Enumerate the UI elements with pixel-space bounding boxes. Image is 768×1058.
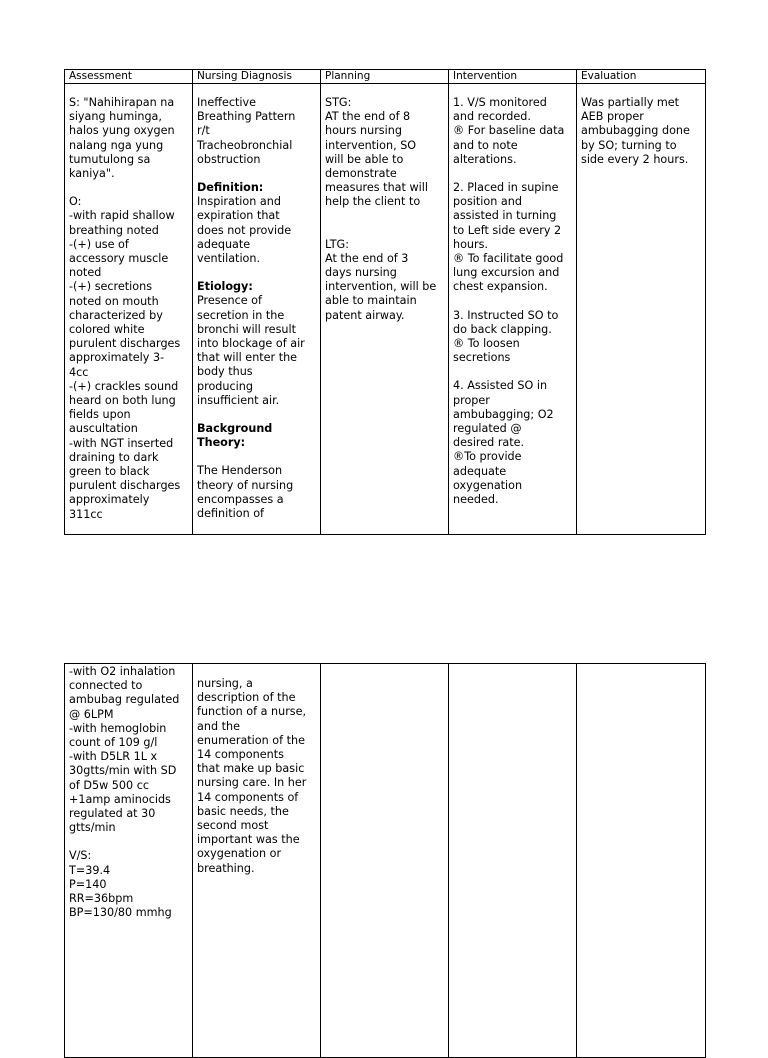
definition-label: Definition: xyxy=(197,181,264,195)
table-row xyxy=(65,84,706,535)
intervention-item-2: 2. Placed in supine position and assisted in turning to Left side every 2 hours. ® To facilitate good lung excursion and chest expansion. xyxy=(453,181,564,294)
background-theory-text: The Henderson theory of nursing encompasses a definition of xyxy=(197,464,294,521)
background-theory-continued: nursing, a description of the function of a nurse, and the enumeration of the 14 components that make up basic nursing care. In her 14 components of basic needs, the second most important was the oxygenation or breathing. xyxy=(197,677,307,875)
intervention-cell-continued xyxy=(449,664,577,1058)
evaluation-cell-continued xyxy=(577,664,706,1058)
background-theory-label: Background Theory: xyxy=(197,422,273,450)
header-planning: Planning xyxy=(321,70,449,84)
intervention-item-3: 3. Instructed SO to do back clapping. ® To loosen secretions xyxy=(453,308,559,365)
diagnosis-cell-continued xyxy=(193,664,321,1058)
header-assessment: Assessment xyxy=(65,70,193,84)
table-row xyxy=(65,664,706,1058)
intervention-cell xyxy=(449,84,577,535)
objective-data: O: -with rapid shallow breathing noted -(+) use of accessory muscle noted -(+) secretions noted on mouth characterized by colored white purulent discharges approximately 3- 4cc -(+) crackles sound heard on both lung fields upon auscultation -with NGT inserted draining to dark green to black purulent discharges approximately 311cc xyxy=(69,195,181,521)
subjective-data: S: "Nahihirapan na siyang huminga, halos yung oxygen nalang nga yung tumutulong sa kaniya". xyxy=(69,96,175,181)
header-intervention: Intervention xyxy=(449,70,577,84)
planning-cell xyxy=(321,84,449,535)
evaluation-text: Was partially met AEB proper ambubagging done by SO; turning to side every 2 hours. xyxy=(581,96,690,166)
intervention-item-1: 1. V/S monitored and recorded. ® For baseline data and to note alterations. xyxy=(453,96,565,166)
intervention-item-4: 4. Assisted SO in proper ambubagging; O2 regulated @ desired rate. ®To provide adequate oxygenation needed. xyxy=(453,379,554,507)
etiology-text: Presence of secretion in the bronchi will result into blockage of air that will enter the body thus producing insufficient air. xyxy=(197,294,305,407)
etiology-label: Etiology: xyxy=(197,280,253,294)
assessment-findings: -with O2 inhalation connected to ambubag regulated @ 6LPM -with hemoglobin count of 109 g/l -with D5LR 1L x 30gtts/min with SD of D5w 500 cc +1amp aminocids regulated at 30 gtts/min xyxy=(69,665,180,835)
table-header-row xyxy=(65,70,706,84)
short-term-goal: STG: AT the end of 8 hours nursing intervention, SO will be able to demonstrate measures that will help the client to xyxy=(325,96,428,209)
care-plan-table-page-2 xyxy=(64,663,706,1058)
care-plan-table-page-1 xyxy=(64,69,706,535)
header-nursing-diagnosis: Nursing Diagnosis xyxy=(193,70,321,84)
planning-cell-continued xyxy=(321,664,449,1058)
diagnosis-cell xyxy=(193,84,321,535)
header-evaluation: Evaluation xyxy=(577,70,706,84)
diagnosis-statement: Ineffective Breathing Pattern r/t Tracheobronchial obstruction xyxy=(197,96,296,166)
definition-text: Inspiration and expiration that does not provide adequate ventilation. xyxy=(197,195,292,266)
assessment-cell xyxy=(65,84,193,535)
evaluation-cell xyxy=(577,84,706,535)
long-term-goal: LTG: At the end of 3 days nursing intervention, will be able to maintain patent airway. xyxy=(325,237,437,322)
assessment-cell-continued xyxy=(65,664,193,1058)
vital-signs: V/S: T=39.4 P=140 RR=36bpm BP=130/80 mmhg xyxy=(69,849,172,920)
